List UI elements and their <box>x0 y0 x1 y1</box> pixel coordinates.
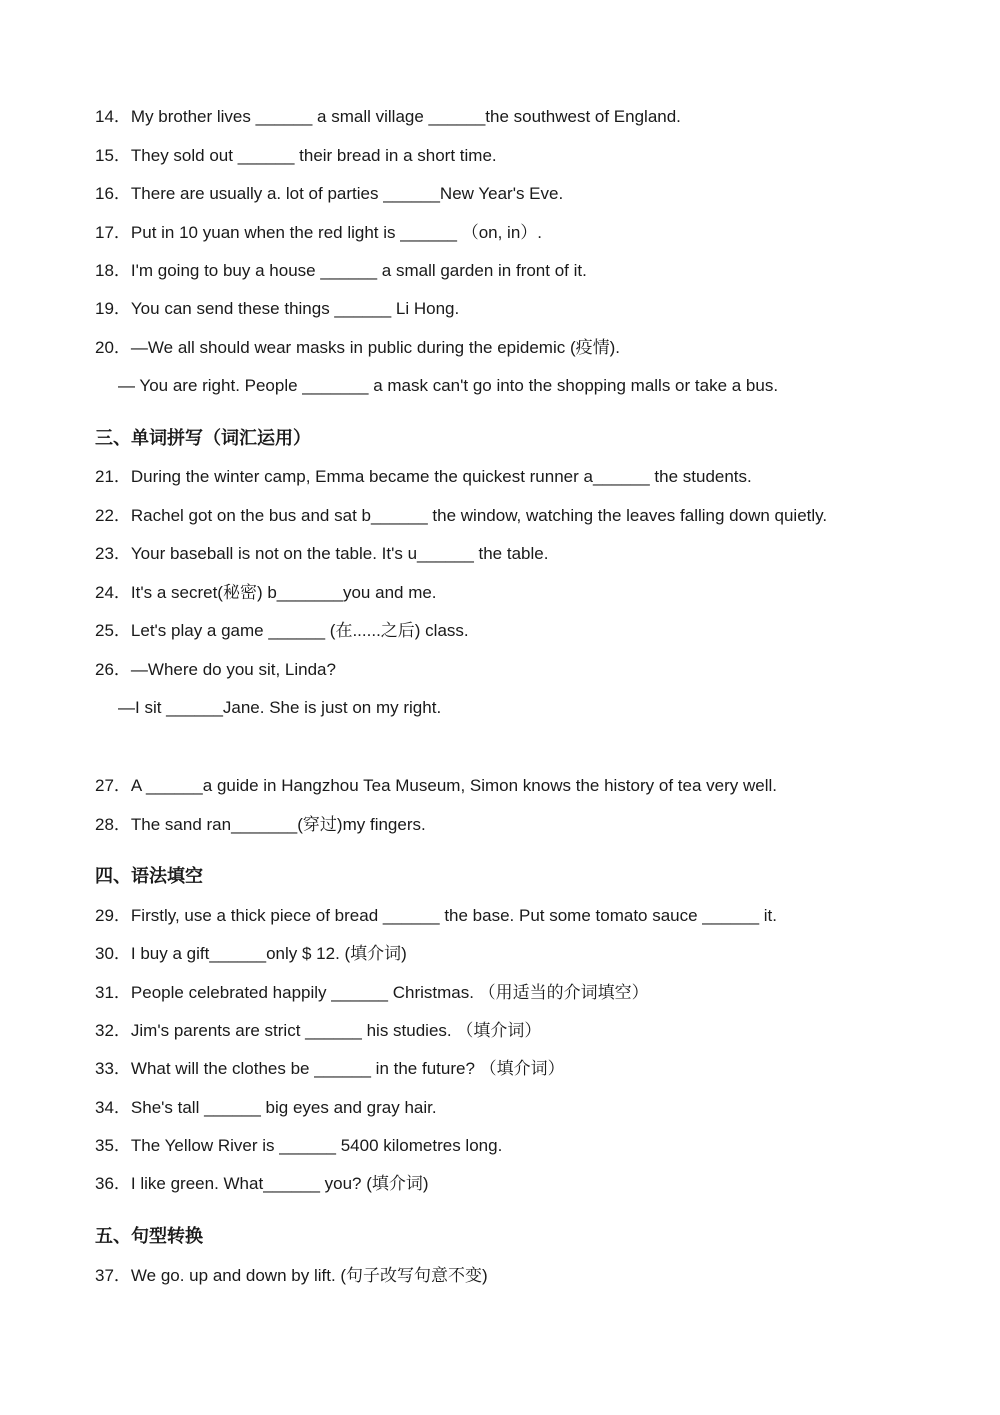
question-37: 37．We go. up and down by lift. (句子改写句意不变) <box>95 1266 488 1285</box>
question-14: 14．My brother lives ______ a small village ______the southwest of England. <box>95 107 681 126</box>
question-26: 26．—Where do you sit, Linda? <box>95 660 336 679</box>
question-32: 32．Jim's parents are strict ______ his studies. （填介词） <box>95 1021 542 1040</box>
question-22: 22．Rachel got on the bus and sat b______ the window, watching the leaves falling down quietly. <box>95 506 828 525</box>
question-17: 17．Put in 10 yuan when the red light is ______ （on, in）. <box>95 223 543 242</box>
section-heading-3: 三、单词拼写（词汇运用） <box>95 428 311 449</box>
question-30: 30．I buy a gift______only $ 12. (填介词) <box>95 944 407 963</box>
question-23: 23．Your baseball is not on the table. It's u______ the table. <box>95 544 549 563</box>
question-19: 19．You can send these things ______ Li Hong. <box>95 299 460 318</box>
question-25: 25．Let's play a game ______ (在......之后) class. <box>95 621 469 640</box>
question-16: 16．There are usually a. lot of parties ______New Year's Eve. <box>95 184 564 203</box>
question-18: 18．I'm going to buy a house ______ a small garden in front of it. <box>95 261 587 280</box>
question-15: 15．They sold out ______ their bread in a short time. <box>95 146 497 165</box>
question-20: 20．—We all should wear masks in public during the epidemic (疫情). <box>95 338 621 357</box>
question-33: 33．What will the clothes be ______ in the future? （填介词） <box>95 1059 565 1078</box>
section-heading-4: 四、语法填空 <box>95 866 203 887</box>
question-26-reply: —I sit ______Jane. She is just on my right. <box>118 698 442 717</box>
question-27: 27．A ______a guide in Hangzhou Tea Museum, Simon knows the history of tea very well. <box>95 776 777 795</box>
question-24: 24．It's a secret(秘密) b_______you and me. <box>95 583 437 602</box>
question-29: 29．Firstly, use a thick piece of bread ______ the base. Put some tomato sauce ______ it. <box>95 906 777 925</box>
section-heading-5: 五、句型转换 <box>95 1226 203 1247</box>
question-28: 28．The sand ran_______(穿过)my fingers. <box>95 815 426 834</box>
question-21: 21．During the winter camp, Emma became the quickest runner a______ the students. <box>95 467 752 486</box>
question-36: 36．I like green. What______ you? (填介词) <box>95 1174 429 1193</box>
question-31: 31．People celebrated happily ______ Christmas. （用适当的介词填空） <box>95 983 649 1002</box>
question-35: 35．The Yellow River is ______ 5400 kilometres long. <box>95 1136 503 1155</box>
question-20-reply: — You are right. People _______ a mask can't go into the shopping malls or take a bus. <box>118 376 779 395</box>
question-34: 34．She's tall ______ big eyes and gray hair. <box>95 1098 437 1117</box>
